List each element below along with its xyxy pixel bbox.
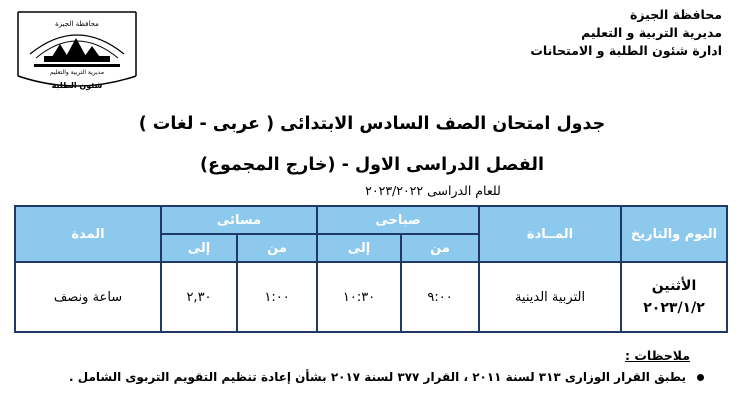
evening-to-cell: ٢,٣٠ <box>161 262 237 332</box>
header-line-governorate: محافظة الجيزة <box>630 7 722 22</box>
svg-text:شئون الطلبة: شئون الطلبة <box>51 81 103 90</box>
header-morning-from: من <box>401 234 479 262</box>
notes-title: ملاحظات : <box>624 348 690 363</box>
exam-schedule-table <box>14 205 728 333</box>
academic-year: للعام الدراسى ٢٠٢٣/٢٠٢٢ <box>365 183 501 198</box>
exam-schedule-title: جدول امتحان الصف السادس الابتدائى ( عربى - لغات ) <box>138 114 606 134</box>
exam-date: ٢٠٢٣/١/٢ <box>643 300 705 316</box>
header-block <box>442 6 722 60</box>
directorate-logo <box>14 4 140 94</box>
duration-cell: ساعة ونصف <box>15 262 161 332</box>
morning-to-cell: ١٠:٣٠ <box>317 262 401 332</box>
notes-list <box>44 370 704 384</box>
morning-from-cell: ٩:٠٠ <box>401 262 479 332</box>
header-morning-to: إلى <box>317 234 401 262</box>
evening-from-cell: ١:٠٠ <box>237 262 317 332</box>
bullet-icon <box>697 374 704 381</box>
day-date-cell <box>621 262 727 332</box>
header-evening-from: من <box>237 234 317 262</box>
header-morning: صباحى <box>317 206 479 234</box>
list-item <box>44 370 704 384</box>
header-evening: مسائى <box>161 206 317 234</box>
header-line-directorate: مديرية التربية و التعليم <box>581 25 722 40</box>
header-duration: المدة <box>15 206 161 262</box>
subject-cell: التربية الدينية <box>479 262 621 332</box>
table-header-row <box>15 206 727 234</box>
svg-text:مديرية التربية والتعليم: مديرية التربية والتعليم <box>49 69 105 76</box>
table-row <box>15 262 727 332</box>
header-subject: المــادة <box>479 206 621 262</box>
header-day-date: اليوم والتاريخ <box>621 206 727 262</box>
note-text: يطبق القرار الوزارى ٣١٣ لسنة ٢٠١١ ، القرار ٣٧٧ لسنة ٢٠١٧ بشأن إعادة تنظيم التقويم التربوى الشامل . <box>69 370 686 384</box>
header-evening-to: إلى <box>161 234 237 262</box>
exam-day: الأثنين <box>651 278 697 294</box>
semester-subtitle: الفصل الدراسى الاول - (خارج المجموع) <box>200 155 544 175</box>
header-line-administration: ادارة شئون الطلبة و الامتحانات <box>530 43 722 58</box>
svg-text:محافظة الجيزة: محافظة الجيزة <box>55 20 99 28</box>
